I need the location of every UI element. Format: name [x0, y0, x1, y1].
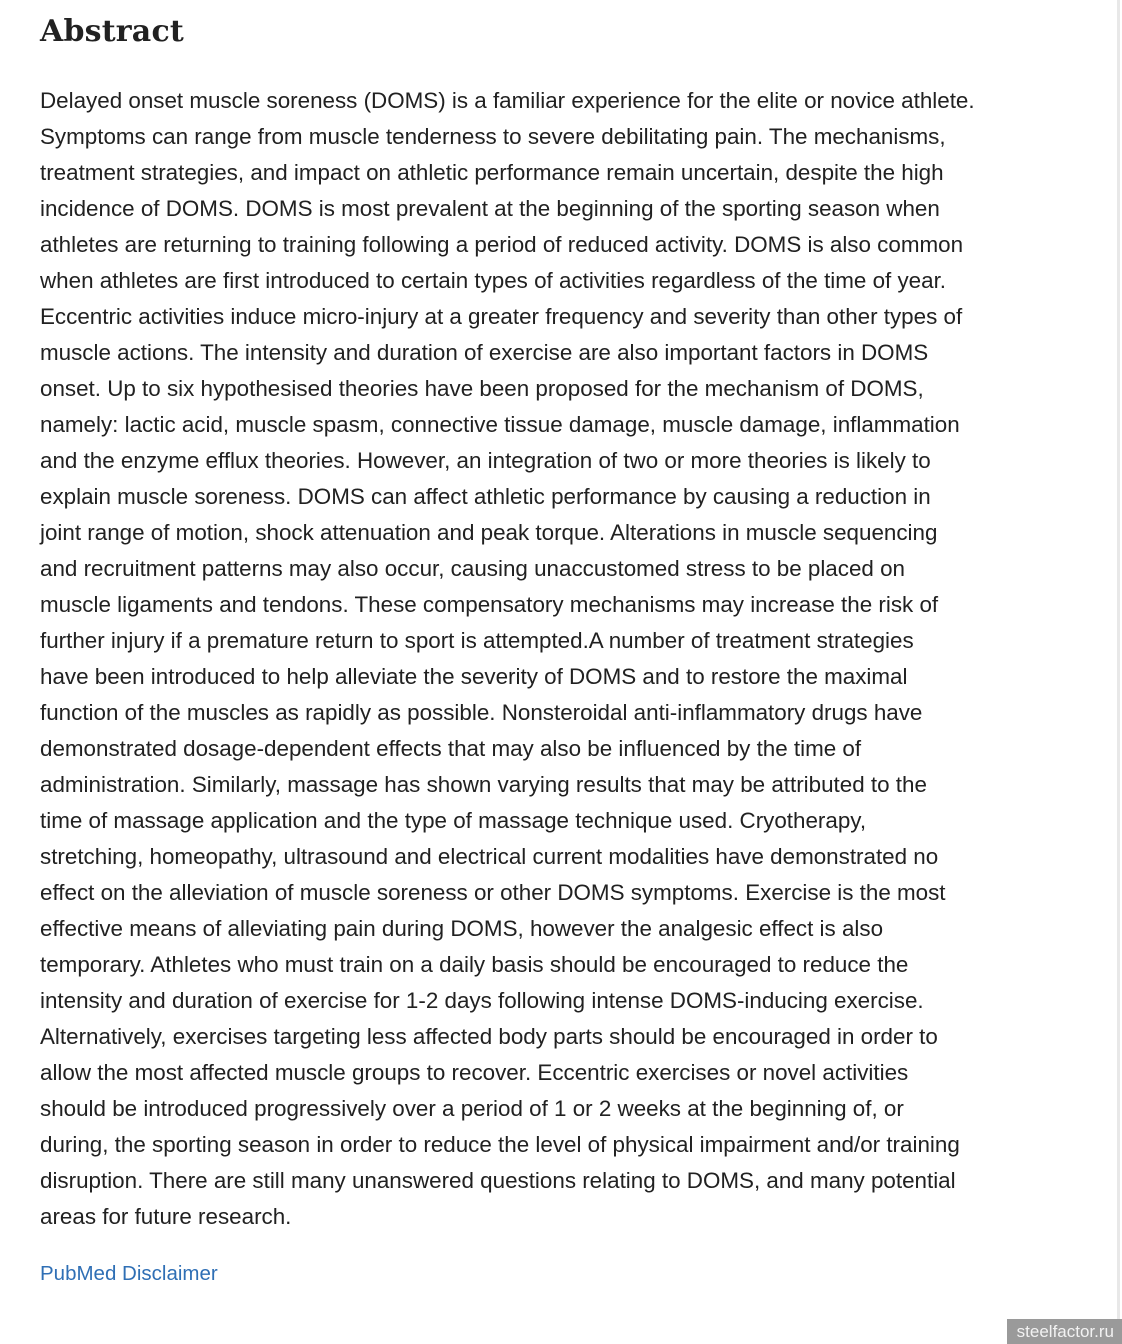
abstract-line: disruption. There are still many unanswered questions relating to DOMS, and many potential	[40, 1168, 956, 1193]
abstract-line: effective means of alleviating pain during DOMS, however the analgesic effect is also	[40, 916, 884, 941]
abstract-line: when athletes are first introduced to certain types of activities regardless of the time of year.	[40, 268, 947, 293]
abstract-line: and the enzyme efflux theories. However, an integration of two or more theories is likely to	[40, 448, 931, 473]
abstract-line: namely: lactic acid, muscle spasm, connective tissue damage, muscle damage, inflammation	[40, 412, 960, 437]
abstract-line: intensity and duration of exercise for 1-2 days following intense DOMS-inducing exercise.	[40, 988, 924, 1013]
abstract-line: onset. Up to six hypothesised theories have been proposed for the mechanism of DOMS,	[40, 376, 924, 401]
abstract-line: explain muscle soreness. DOMS can affect athletic performance by causing a reduction in	[40, 484, 931, 509]
abstract-line: during, the sporting season in order to reduce the level of physical impairment and/or training	[40, 1132, 960, 1157]
abstract-line: joint range of motion, shock attenuation and peak torque. Alterations in muscle sequencing	[40, 520, 938, 545]
abstract-line: Delayed onset muscle soreness (DOMS) is a familiar experience for the elite or novice athlete.	[40, 88, 975, 113]
pubmed-disclaimer-link[interactable]: PubMed Disclaimer	[40, 1262, 218, 1285]
abstract-line: allow the most affected muscle groups to recover. Eccentric exercises or novel activities	[40, 1060, 909, 1085]
abstract-line: Eccentric activities induce micro-injury at a greater frequency and severity than other types of	[40, 304, 963, 329]
abstract-line: function of the muscles as rapidly as possible. Nonsteroidal anti-inflammatory drugs have	[40, 700, 923, 725]
abstract-line: should be introduced progressively over a period of 1 or 2 weeks at the beginning of, or	[40, 1096, 904, 1121]
abstract-line: effect on the alleviation of muscle soreness or other DOMS symptoms. Exercise is the most	[40, 880, 946, 905]
abstract-heading: Abstract	[40, 14, 184, 49]
abstract-text	[40, 83, 1116, 1235]
abstract-line: have been introduced to help alleviate the severity of DOMS and to restore the maximal	[40, 664, 908, 689]
abstract-line: athletes are returning to training following a period of reduced activity. DOMS is also common	[40, 232, 964, 257]
watermark: steelfactor.ru	[1007, 1319, 1122, 1344]
abstract-line: further injury if a premature return to sport is attempted.A number of treatment strategies	[40, 628, 914, 653]
abstract-line: administration. Similarly, massage has shown varying results that may be attributed to the	[40, 772, 927, 797]
abstract-line: muscle ligaments and tendons. These compensatory mechanisms may increase the risk of	[40, 592, 939, 617]
abstract-line: areas for future research.	[40, 1204, 292, 1229]
abstract-line: treatment strategies, and impact on athletic performance remain uncertain, despite the high	[40, 160, 944, 185]
abstract-line: Alternatively, exercises targeting less affected body parts should be encouraged in order to	[40, 1024, 938, 1049]
abstract-line: time of massage application and the type of massage technique used. Cryotherapy,	[40, 808, 867, 833]
abstract-line: stretching, homeopathy, ultrasound and electrical current modalities have demonstrated no	[40, 844, 939, 869]
abstract-line: Symptoms can range from muscle tenderness to severe debilitating pain. The mechanisms,	[40, 124, 946, 149]
abstract-line: temporary. Athletes who must train on a daily basis should be encouraged to reduce the	[40, 952, 909, 977]
abstract-line: incidence of DOMS. DOMS is most prevalent at the beginning of the sporting season when	[40, 196, 940, 221]
abstract-line: and recruitment patterns may also occur, causing unaccustomed stress to be placed on	[40, 556, 905, 581]
abstract-line: demonstrated dosage-dependent effects that may also be influenced by the time of	[40, 736, 862, 761]
abstract-line: muscle actions. The intensity and duration of exercise are also important factors in DOMS	[40, 340, 929, 365]
